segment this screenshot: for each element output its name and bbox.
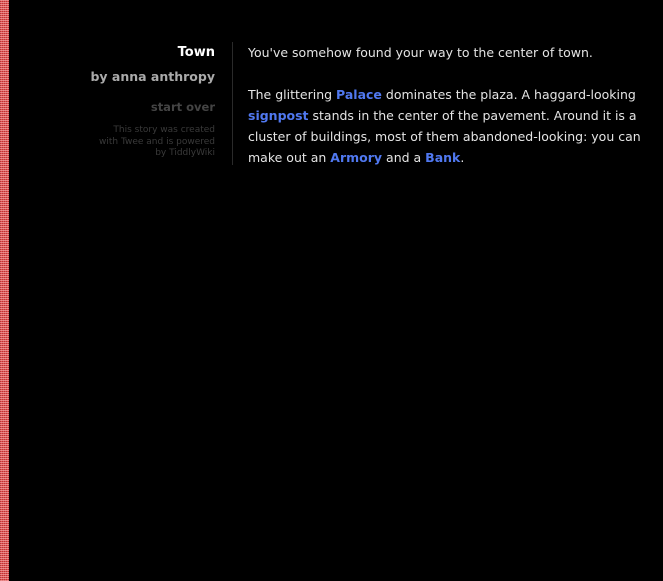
passage-text: .	[460, 150, 465, 165]
passage-text: stands in the center of the pavement. Around it is a cluster of buildings, most of them abandoned-looking: you can make out an	[248, 108, 641, 165]
palace-link[interactable]: Palace	[336, 87, 382, 102]
armory-link[interactable]: Armory	[330, 150, 383, 165]
passage-paragraph	[248, 84, 653, 168]
credits-line-2: with Twee and is powered	[99, 136, 215, 147]
passage-intro: You've somehow found your way to the center of town.	[248, 45, 593, 60]
passage	[248, 42, 653, 168]
signpost-link[interactable]: signpost	[248, 108, 309, 123]
start-over-link[interactable]: start over	[150, 100, 215, 114]
credits	[40, 125, 215, 160]
story-title: Town	[177, 45, 215, 60]
left-border-stripe	[0, 0, 9, 581]
credits-line-3: by TiddlyWiki	[155, 148, 215, 158]
sidebar-divider	[232, 42, 233, 165]
story-author: by anna anthropy	[90, 69, 215, 84]
bank-link[interactable]: Bank	[425, 150, 461, 165]
passage-text: and a	[382, 150, 426, 165]
passage-text: The glittering	[248, 87, 337, 102]
passage-text: dominates the plaza. A haggard-looking	[381, 87, 636, 102]
sidebar	[40, 44, 215, 160]
credits-line-1: This story was created	[113, 125, 215, 135]
